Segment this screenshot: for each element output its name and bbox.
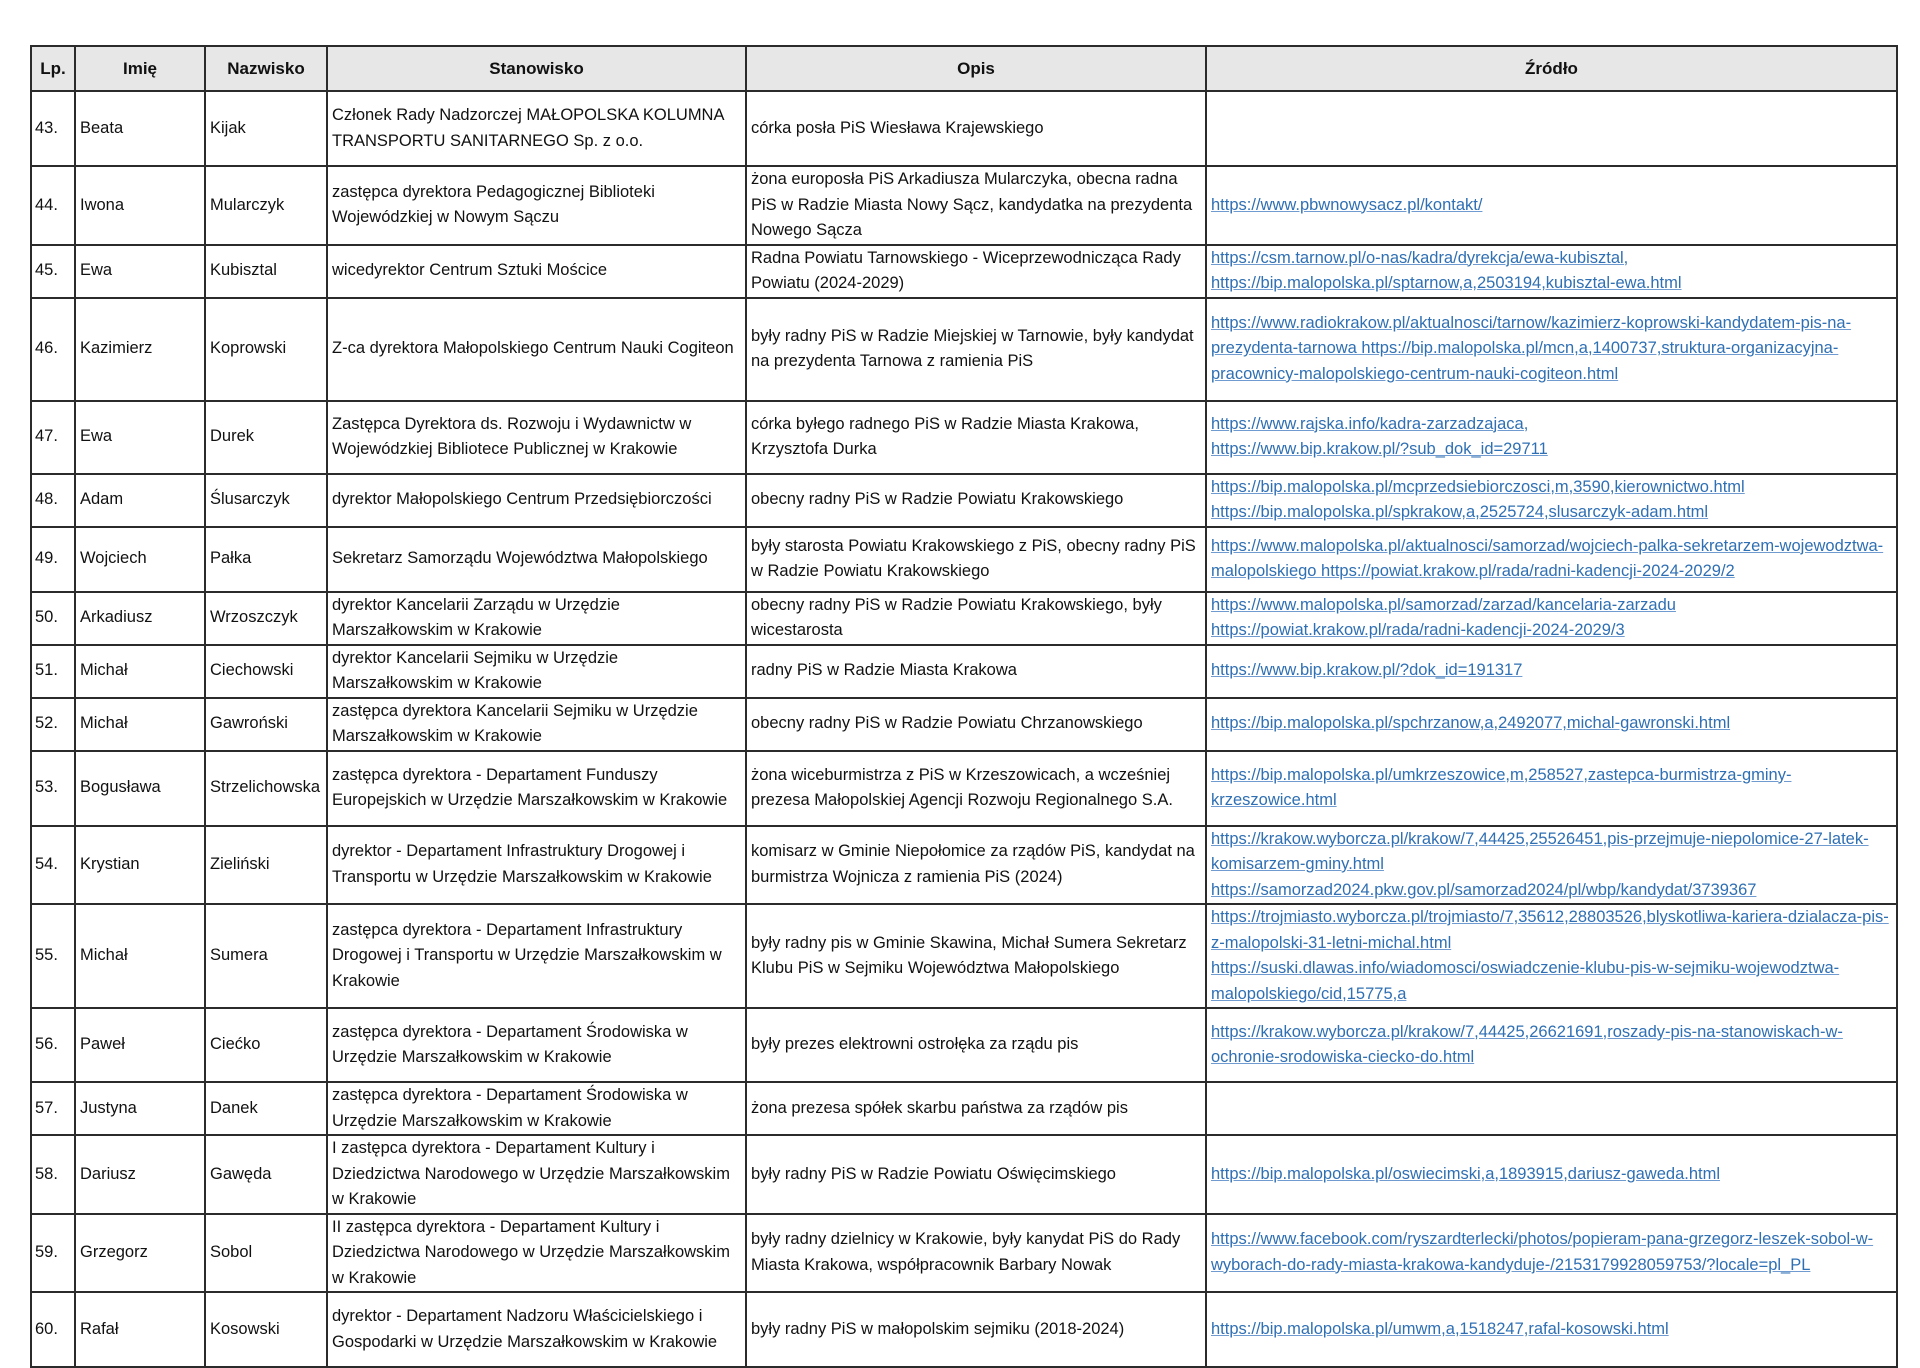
cell-zrodlo (1206, 1008, 1897, 1082)
cell-imie: Beata (75, 91, 205, 166)
source-link[interactable]: https://bip.malopolska.pl/spkrakow,a,2525724,slusarczyk-adam.html (1211, 503, 1709, 521)
cell-stanowisko: dyrektor - Departament Nadzoru Właścicielskiego i Gospodarki w Urzędzie Marszałkowskim w Krakowie (327, 1292, 746, 1367)
cell-zrodlo (1206, 245, 1897, 298)
table-row (31, 245, 1897, 298)
cell-opis: były starosta Powiatu Krakowskiego z PiS, obecny radny PiS w Radzie Powiatu Krakowskiego (746, 527, 1206, 592)
cell-lp: 52. (31, 698, 75, 751)
cell-opis: były prezes elektrowni ostrołęka za rządu pis (746, 1008, 1206, 1082)
cell-zrodlo (1206, 592, 1897, 645)
cell-stanowisko: zastępca dyrektora Pedagogicznej Biblioteki Wojewódzkiej w Nowym Sączu (327, 166, 746, 245)
cell-lp: 45. (31, 245, 75, 298)
cell-opis: córka byłego radnego PiS w Radzie Miasta Krakowa, Krzysztofa Durka (746, 401, 1206, 474)
source-link[interactable]: https://www.malopolska.pl/aktualnosci/samorzad/wojciech-palka-sekretarzem-wojewodztwa-malopolskiego https://powiat.krakow.pl/rada/radni-kadencji-2024-2029/2 (1211, 536, 1884, 580)
cell-lp: 57. (31, 1082, 75, 1135)
cell-stanowisko: zastępca dyrektora - Departament Środowiska w Urzędzie Marszałkowskim w Krakowie (327, 1082, 746, 1135)
cell-zrodlo (1206, 166, 1897, 245)
cell-imie: Ewa (75, 401, 205, 474)
cell-opis: żona prezesa spółek skarbu państwa za rządów pis (746, 1082, 1206, 1135)
cell-lp: 55. (31, 904, 75, 1008)
source-link[interactable]: https://trojmiasto.wyborcza.pl/trojmiasto/7,35612,28803526,blyskotliwa-kariera-dzialacza-pis-z-malopolski-31-letni-michal.html (1211, 908, 1889, 952)
cell-zrodlo (1206, 751, 1897, 826)
cell-nazwisko: Gawroński (205, 698, 327, 751)
source-link[interactable]: https://samorzad2024.pkw.gov.pl/samorzad2024/pl/wbp/kandydat/3739367 (1211, 880, 1757, 899)
header-stanowisko: Stanowisko (327, 46, 746, 91)
table-row (31, 1292, 1897, 1367)
cell-opis: były radny dzielnicy w Krakowie, były kanydat PiS do Rady Miasta Krakowa, współpracownik Barbary Nowak (746, 1214, 1206, 1293)
table-row (31, 1008, 1897, 1082)
cell-nazwisko: Ślusarczyk (205, 474, 327, 527)
cell-imie: Michał (75, 904, 205, 1008)
cell-stanowisko: Sekretarz Samorządu Województwa Małopolskiego (327, 527, 746, 592)
cell-stanowisko: zastępca dyrektora - Departament Infrastruktury Drogowej i Transportu w Urzędzie Marszałkowskim w Krakowie (327, 904, 746, 1008)
source-link[interactable]: https://bip.malopolska.pl/spchrzanow,a,2492077,michal-gawronski.html (1211, 714, 1731, 733)
cell-nazwisko: Kijak (205, 91, 327, 166)
table-row (31, 698, 1897, 751)
cell-lp: 44. (31, 166, 75, 245)
cell-zrodlo (1206, 826, 1897, 905)
cell-imie: Adam (75, 474, 205, 527)
cell-nazwisko: Strzelichowska (205, 751, 327, 826)
cell-zrodlo (1206, 401, 1897, 474)
cell-zrodlo (1206, 698, 1897, 751)
cell-stanowisko: II zastępca dyrektora - Departament Kultury i Dziedzictwa Narodowego w Urzędzie Marszałkowskim w Krakowie (327, 1214, 746, 1293)
source-link[interactable]: https://www.facebook.com/ryszardterlecki/photos/popieram-pana-grzegorz-leszek-sobol-w-wyborach-do-rady-miasta-krakowa-kandyduje-/2153179928059753/?locale=pl_PL (1211, 1230, 1874, 1274)
cell-lp: 43. (31, 91, 75, 166)
source-link[interactable]: https://www.malopolska.pl/samorzad/zarzad/kancelaria-zarzadu (1211, 595, 1676, 614)
cell-zrodlo (1206, 527, 1897, 592)
cell-zrodlo (1206, 91, 1897, 166)
table-row (31, 166, 1897, 245)
cell-nazwisko: Koprowski (205, 298, 327, 401)
cell-nazwisko: Wrzoszczyk (205, 592, 327, 645)
source-link[interactable]: https://bip.malopolska.pl/sptarnow,a,2503194,kubisztal-ewa.html (1211, 274, 1682, 292)
cell-nazwisko: Ciechowski (205, 645, 327, 698)
cell-stanowisko: dyrektor - Departament Infrastruktury Drogowej i Transportu w Urzędzie Marszałkowskim w Krakowie (327, 826, 746, 905)
cell-lp: 49. (31, 527, 75, 592)
cell-lp: 59. (31, 1214, 75, 1293)
table-row (31, 645, 1897, 698)
cell-lp: 58. (31, 1135, 75, 1214)
cell-opis: były radny PiS w Radzie Powiatu Oświęcimskiego (746, 1135, 1206, 1214)
table-row (31, 1214, 1897, 1293)
table-body (31, 91, 1897, 1367)
cell-zrodlo (1206, 645, 1897, 698)
cell-nazwisko: Zieliński (205, 826, 327, 905)
source-link[interactable]: https://bip.malopolska.pl/umkrzeszowice,m,258527,zastepca-burmistrza-gminy-krzeszowice.html (1211, 765, 1792, 809)
cell-opis: Radna Powiatu Tarnowskiego - Wiceprzewodnicząca Rady Powiatu (2024-2029) (746, 245, 1206, 298)
source-link[interactable]: https://www.bip.krakow.pl/?dok_id=191317 (1211, 661, 1523, 680)
cell-nazwisko: Gawęda (205, 1135, 327, 1214)
cell-nazwisko: Danek (205, 1082, 327, 1135)
table-row (31, 474, 1897, 527)
table-row (31, 904, 1897, 1008)
cell-lp: 50. (31, 592, 75, 645)
cell-nazwisko: Pałka (205, 527, 327, 592)
cell-lp: 46. (31, 298, 75, 401)
cell-nazwisko: Mularczyk (205, 166, 327, 245)
cell-opis: były radny pis w Gminie Skawina, Michał Sumera Sekretarz Klubu PiS w Sejmiku Województwa Małopolskiego (746, 904, 1206, 1008)
cell-imie: Grzegorz (75, 1214, 205, 1293)
source-link[interactable]: https://bip.malopolska.pl/umwm,a,1518247,rafal-kosowski.html (1211, 1319, 1669, 1338)
cell-imie: Justyna (75, 1082, 205, 1135)
cell-opis: żona wiceburmistrza z PiS w Krzeszowicach, a wcześniej prezesa Małopolskiej Agencji Rozwoju Regionalnego S.A. (746, 751, 1206, 826)
source-link[interactable]: https://www.bip.krakow.pl/?sub_dok_id=29711 (1211, 440, 1548, 458)
table-row (31, 592, 1897, 645)
cell-lp: 53. (31, 751, 75, 826)
cell-imie: Arkadiusz (75, 592, 205, 645)
source-link[interactable]: https://krakow.wyborcza.pl/krakow/7,44425,25526451,pis-przejmuje-niepolomice-27-latek-komisarzem-gminy.html (1211, 829, 1869, 873)
source-link[interactable]: https://suski.dlawas.info/wiadomosci/oswiadczenie-klubu-pis-w-sejmiku-wojewodztwa-malopolskiego/cid,15775,a (1211, 959, 1840, 1003)
cell-imie: Ewa (75, 245, 205, 298)
cell-nazwisko: Sobol (205, 1214, 327, 1293)
cell-nazwisko: Kosowski (205, 1292, 327, 1367)
source-link[interactable]: https://powiat.krakow.pl/rada/radni-kadencji-2024-2029/3 (1211, 621, 1625, 639)
table-row (31, 91, 1897, 166)
source-link[interactable]: https://www.radiokrakow.pl/aktualnosci/tarnow/kazimierz-koprowski-kandydatem-pis-na-prezydenta-tarnowa https://bip.malopolska.pl/mcn,a,1400737,struktura-organizacyjna-pracownicy-malopolskiego-centrum-nauki-cogiteon.html (1211, 313, 1852, 383)
cell-zrodlo (1206, 1214, 1897, 1293)
table-row (31, 1135, 1897, 1214)
cell-opis: córka posła PiS Wiesława Krajewskiego (746, 91, 1206, 166)
cell-opis: radny PiS w Radzie Miasta Krakowa (746, 645, 1206, 698)
cell-stanowisko: dyrektor Kancelarii Sejmiku w Urzędzie Marszałkowskim w Krakowie (327, 645, 746, 698)
cell-stanowisko: Z-ca dyrektora Małopolskiego Centrum Nauki Cogiteon (327, 298, 746, 401)
cell-opis: były radny PiS w Radzie Miejskiej w Tarnowie, były kandydat na prezydenta Tarnowa z ramienia PiS (746, 298, 1206, 401)
source-link[interactable]: https://www.rajska.info/kadra-zarzadzajaca, (1211, 414, 1529, 433)
cell-nazwisko: Ciećko (205, 1008, 327, 1082)
source-link[interactable]: https://bip.malopolska.pl/oswiecimski,a,1893915,dariusz-gaweda.html (1211, 1164, 1721, 1183)
cell-opis: żona europosła PiS Arkadiusza Mularczyka, obecna radna PiS w Radzie Miasta Nowy Sącz, kandydatka na prezydenta Nowego Sącza (746, 166, 1206, 245)
cell-lp: 47. (31, 401, 75, 474)
cell-zrodlo (1206, 1135, 1897, 1214)
cell-imie: Paweł (75, 1008, 205, 1082)
cell-lp: 51. (31, 645, 75, 698)
source-link[interactable]: https://www.pbwnowysacz.pl/kontakt/ (1211, 195, 1483, 214)
cell-nazwisko: Kubisztal (205, 245, 327, 298)
cell-zrodlo (1206, 474, 1897, 527)
cell-zrodlo (1206, 1082, 1897, 1135)
cell-nazwisko: Sumera (205, 904, 327, 1008)
cell-lp: 48. (31, 474, 75, 527)
cell-imie: Iwona (75, 166, 205, 245)
cell-opis: obecny radny PiS w Radzie Powiatu Chrzanowskiego (746, 698, 1206, 751)
cell-imie: Dariusz (75, 1135, 205, 1214)
table-row (31, 1082, 1897, 1135)
cell-stanowisko: I zastępca dyrektora - Departament Kultury i Dziedzictwa Narodowego w Urzędzie Marszałkowskim w Krakowie (327, 1135, 746, 1214)
cell-imie: Bogusława (75, 751, 205, 826)
cell-opis: komisarz w Gminie Niepołomice za rządów PiS, kandydat na burmistrza Wojnicza z ramienia PiS (2024) (746, 826, 1206, 905)
header-opis: Opis (746, 46, 1206, 91)
header-lp: Lp. (31, 46, 75, 91)
header-nazwisko: Nazwisko (205, 46, 327, 91)
cell-imie: Michał (75, 645, 205, 698)
cell-stanowisko: zastępca dyrektora - Departament Funduszy Europejskich w Urzędzie Marszałkowskim w Krakowie (327, 751, 746, 826)
header-zrodlo: Źródło (1206, 46, 1897, 91)
table-row (31, 826, 1897, 905)
table-header-row (31, 46, 1897, 91)
table-row (31, 298, 1897, 401)
cell-imie: Wojciech (75, 527, 205, 592)
cell-lp: 60. (31, 1292, 75, 1367)
header-imie: Imię (75, 46, 205, 91)
officials-table (30, 45, 1898, 1368)
cell-stanowisko: zastępca dyrektora - Departament Środowiska w Urzędzie Marszałkowskim w Krakowie (327, 1008, 746, 1082)
cell-stanowisko: wicedyrektor Centrum Sztuki Mościce (327, 245, 746, 298)
cell-opis: obecny radny PiS w Radzie Powiatu Krakowskiego, były wicestarosta (746, 592, 1206, 645)
cell-zrodlo (1206, 1292, 1897, 1367)
table-row (31, 401, 1897, 474)
cell-lp: 54. (31, 826, 75, 905)
source-link[interactable]: https://csm.tarnow.pl/o-nas/kadra/dyrekcja/ewa-kubisztal, (1211, 248, 1629, 267)
cell-lp: 56. (31, 1008, 75, 1082)
table-row (31, 527, 1897, 592)
table-row (31, 751, 1897, 826)
cell-zrodlo (1206, 904, 1897, 1008)
cell-opis: obecny radny PiS w Radzie Powiatu Krakowskiego (746, 474, 1206, 527)
cell-stanowisko: dyrektor Kancelarii Zarządu w Urzędzie Marszałkowskim w Krakowie (327, 592, 746, 645)
cell-zrodlo (1206, 298, 1897, 401)
cell-imie: Krystian (75, 826, 205, 905)
cell-opis: były radny PiS w małopolskim sejmiku (2018-2024) (746, 1292, 1206, 1367)
source-link[interactable]: https://bip.malopolska.pl/mcprzedsiebiorczosci,m,3590,kierownictwo.html (1211, 477, 1745, 496)
cell-stanowisko: Zastępca Dyrektora ds. Rozwoju i Wydawnictw w Wojewódzkiej Bibliotece Publicznej w Krakowie (327, 401, 746, 474)
cell-stanowisko: dyrektor Małopolskiego Centrum Przedsiębiorczości (327, 474, 746, 527)
cell-stanowisko: zastępca dyrektora Kancelarii Sejmiku w Urzędzie Marszałkowskim w Krakowie (327, 698, 746, 751)
cell-stanowisko: Członek Rady Nadzorczej MAŁOPOLSKA KOLUMNA TRANSPORTU SANITARNEGO Sp. z o.o. (327, 91, 746, 166)
document-table-container (30, 45, 1896, 1368)
cell-imie: Kazimierz (75, 298, 205, 401)
cell-imie: Rafał (75, 1292, 205, 1367)
cell-imie: Michał (75, 698, 205, 751)
cell-nazwisko: Durek (205, 401, 327, 474)
source-link[interactable]: https://krakow.wyborcza.pl/krakow/7,44425,26621691,roszady-pis-na-stanowiskach-w-ochronie-srodowiska-ciecko-do.html (1211, 1022, 1843, 1066)
